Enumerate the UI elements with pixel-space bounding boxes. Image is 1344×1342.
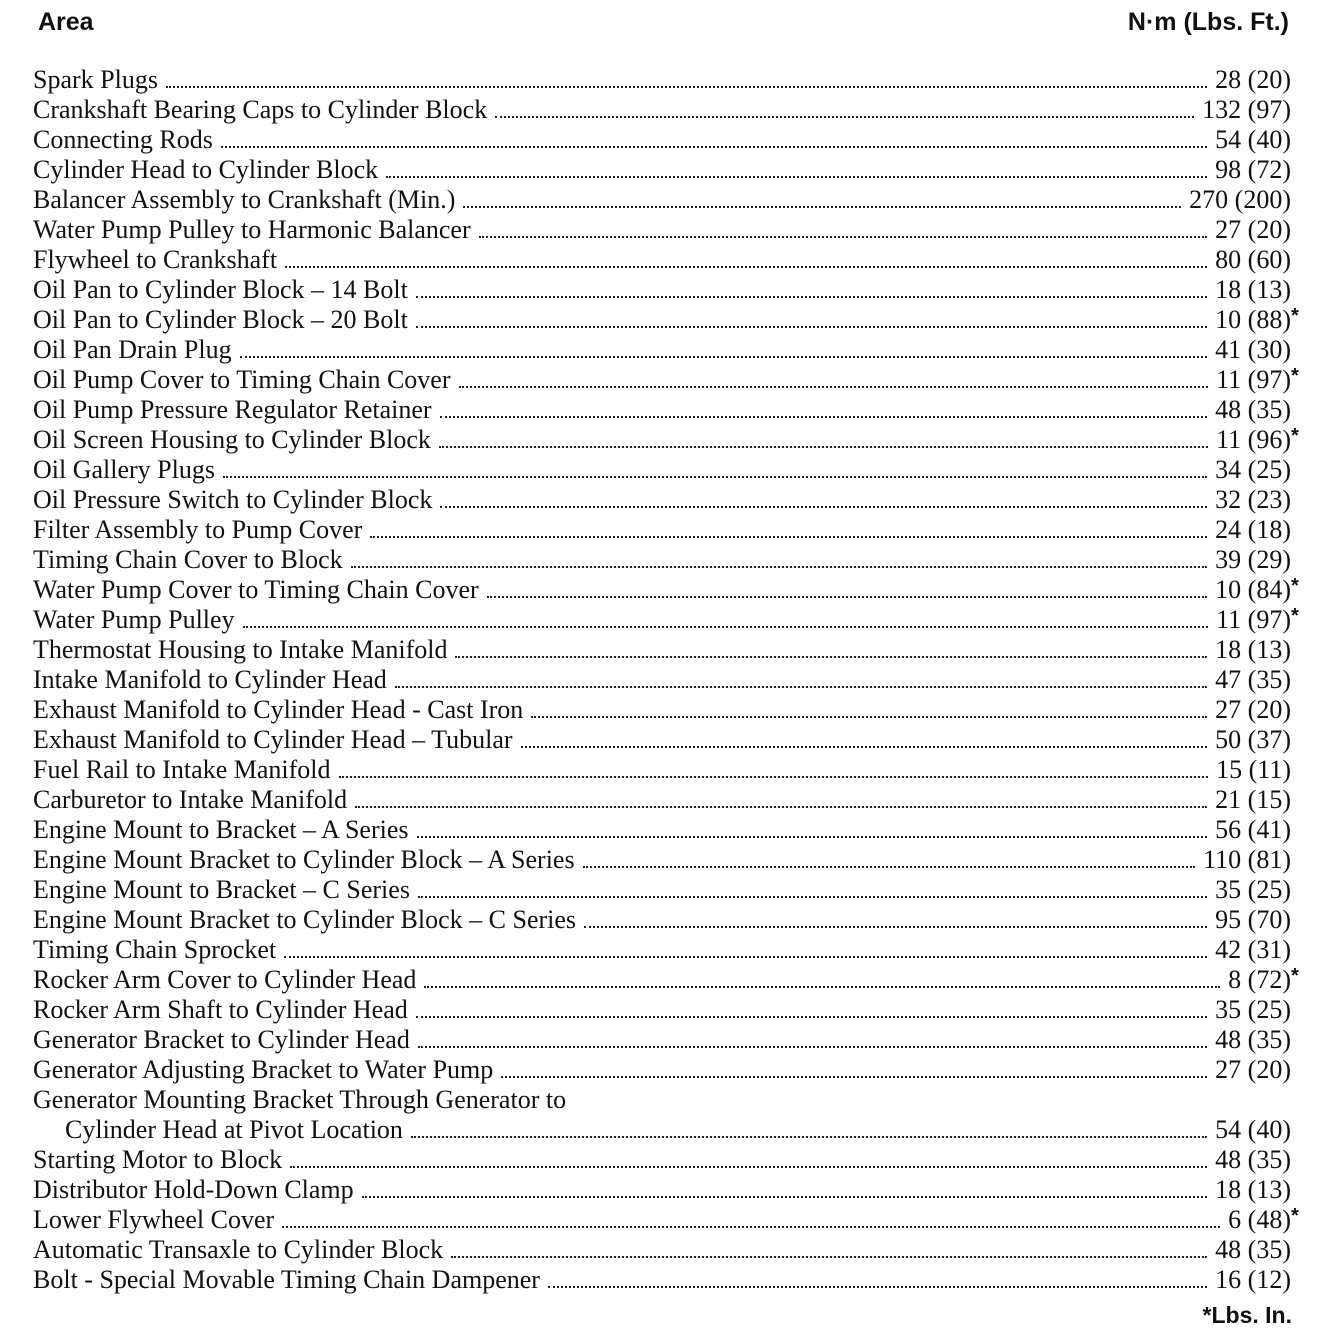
spec-label: Engine Mount to Bracket – A Series — [33, 815, 409, 844]
spec-label: Cylinder Head to Cylinder Block — [33, 155, 379, 184]
spec-label: Oil Pan Drain Plug — [33, 335, 232, 364]
dot-leader — [339, 776, 1209, 778]
spec-label: Oil Pressure Switch to Cylinder Block — [33, 485, 433, 514]
spec-label: Lower Flywheel Cover — [33, 1205, 275, 1234]
dot-leader — [531, 716, 1207, 718]
dot-leader — [411, 1136, 1207, 1138]
spec-row — [33, 545, 1291, 575]
spec-row — [33, 125, 1291, 155]
spec-label: Generator Adjusting Bracket to Water Pump — [33, 1055, 494, 1084]
dot-leader — [584, 926, 1207, 928]
torque-value: 6 (48) — [1228, 1205, 1291, 1234]
dot-leader — [440, 506, 1207, 508]
dot-leader — [355, 806, 1207, 808]
torque-value: 11 (97) — [1216, 365, 1291, 394]
spec-label: Connecting Rods — [33, 125, 213, 154]
dot-leader — [351, 566, 1208, 568]
dot-leader — [459, 386, 1209, 388]
torque-value: 27 (20) — [1215, 1055, 1291, 1084]
spec-row — [33, 665, 1291, 695]
spec-label: Bolt - Special Movable Timing Chain Dampener — [33, 1265, 540, 1294]
torque-value: 27 (20) — [1215, 215, 1291, 244]
spec-label: Oil Pump Cover to Timing Chain Cover — [33, 365, 451, 394]
dot-leader — [290, 1166, 1207, 1168]
spec-row — [33, 845, 1291, 875]
spec-row — [33, 1235, 1291, 1265]
spec-label: Oil Gallery Plugs — [33, 455, 215, 484]
torque-value: 35 (25) — [1215, 995, 1291, 1024]
spec-label: Automatic Transaxle to Cylinder Block — [33, 1235, 444, 1264]
torque-value: 48 (35) — [1215, 1145, 1291, 1174]
spec-label: Timing Chain Cover to Block — [33, 545, 343, 574]
dot-leader — [440, 416, 1208, 418]
spec-row — [33, 635, 1291, 665]
spec-label: Balancer Assembly to Crankshaft (Min.) — [33, 185, 456, 214]
spec-label: Oil Screen Housing to Cylinder Block — [33, 425, 431, 454]
area-column-heading: Area — [38, 7, 94, 36]
torque-value: 42 (31) — [1215, 935, 1291, 964]
spec-row — [33, 155, 1291, 185]
torque-value: 35 (25) — [1215, 875, 1291, 904]
lbs-in-marker: * — [1291, 1205, 1299, 1227]
torque-value: 50 (37) — [1215, 725, 1291, 754]
spec-row — [33, 875, 1291, 905]
lbs-in-marker: * — [1291, 305, 1299, 327]
torque-value: 11 (96) — [1216, 425, 1291, 454]
dot-leader — [416, 296, 1207, 298]
spec-label: Oil Pan to Cylinder Block – 20 Bolt — [33, 305, 408, 334]
dot-leader — [386, 176, 1207, 178]
spec-label: Water Pump Cover to Timing Chain Cover — [33, 575, 479, 604]
spec-row — [33, 1085, 1291, 1115]
spec-label: Oil Pan to Cylinder Block – 14 Bolt — [33, 275, 408, 304]
spec-label: Engine Mount to Bracket – C Series — [33, 875, 410, 904]
torque-value: 34 (25) — [1215, 455, 1291, 484]
dot-leader — [221, 146, 1207, 148]
spec-label: Carburetor to Intake Manifold — [33, 785, 348, 814]
torque-value: 21 (15) — [1215, 785, 1291, 814]
dot-leader — [284, 956, 1207, 958]
spec-label: Fuel Rail to Intake Manifold — [33, 755, 331, 784]
dot-leader — [285, 266, 1207, 268]
spec-label: Exhaust Manifold to Cylinder Head - Cast Iron — [33, 695, 524, 724]
dot-leader — [243, 626, 1209, 628]
spec-label: Filter Assembly to Pump Cover — [33, 515, 363, 544]
spec-row — [33, 185, 1291, 215]
spec-row — [33, 905, 1291, 935]
torque-value: 47 (35) — [1215, 665, 1291, 694]
spec-row — [33, 95, 1291, 125]
spec-label: Intake Manifold to Cylinder Head — [33, 665, 387, 694]
spec-row — [33, 365, 1299, 395]
spec-label: Engine Mount Bracket to Cylinder Block – C Series — [33, 905, 577, 934]
dot-leader — [223, 476, 1207, 478]
dot-leader — [451, 1256, 1207, 1258]
dot-leader — [495, 116, 1194, 118]
spec-label: Water Pump Pulley to Harmonic Balancer — [33, 215, 471, 244]
torque-value: 32 (23) — [1215, 485, 1291, 514]
spec-row — [33, 275, 1291, 305]
torque-value: 15 (11) — [1216, 755, 1291, 784]
spec-row — [33, 1265, 1291, 1295]
torque-value: 48 (35) — [1215, 1235, 1291, 1264]
torque-spec-list — [33, 65, 1299, 1295]
spec-row — [33, 305, 1299, 335]
spec-label: Oil Pump Pressure Regulator Retainer — [33, 395, 432, 424]
spec-row — [33, 1025, 1291, 1055]
torque-value: 8 (72) — [1228, 965, 1291, 994]
spec-row — [33, 785, 1291, 815]
spec-row — [33, 1115, 1291, 1145]
spec-row — [33, 605, 1299, 635]
spec-row — [33, 965, 1299, 995]
spec-label: Generator Mounting Bracket Through Generator to — [33, 1085, 567, 1114]
torque-value: 18 (13) — [1215, 635, 1291, 664]
lbs-in-marker: * — [1291, 965, 1299, 987]
spec-label: Flywheel to Crankshaft — [33, 245, 278, 274]
torque-value: 54 (40) — [1215, 125, 1291, 154]
spec-label: Distributor Hold-Down Clamp — [33, 1175, 354, 1204]
dot-leader — [417, 836, 1208, 838]
torque-value: 28 (20) — [1215, 65, 1291, 94]
torque-value: 41 (30) — [1215, 335, 1291, 364]
table-header — [38, 4, 1289, 40]
dot-leader — [583, 866, 1196, 868]
torque-value: 39 (29) — [1215, 545, 1291, 574]
spec-row — [33, 1205, 1299, 1235]
torque-value: 10 (88) — [1215, 305, 1291, 334]
dot-leader — [362, 1196, 1208, 1198]
spec-row — [33, 995, 1291, 1025]
dot-leader — [395, 686, 1207, 688]
torque-value: 18 (13) — [1215, 275, 1291, 304]
spec-row — [33, 65, 1291, 95]
spec-row — [33, 695, 1291, 725]
spec-row — [33, 815, 1291, 845]
spec-label: Exhaust Manifold to Cylinder Head – Tubular — [33, 725, 513, 754]
spec-row — [33, 575, 1299, 605]
torque-value: 110 (81) — [1203, 845, 1291, 874]
dot-leader — [479, 236, 1208, 238]
footnote: *Lbs. In. — [1202, 1302, 1292, 1328]
dot-leader — [487, 596, 1207, 598]
torque-value: 54 (40) — [1215, 1115, 1291, 1144]
lbs-in-marker: * — [1291, 605, 1299, 627]
torque-value: 18 (13) — [1215, 1175, 1291, 1204]
torque-value: 132 (97) — [1202, 95, 1291, 124]
torque-value: 48 (35) — [1215, 1025, 1291, 1054]
dot-leader — [521, 746, 1208, 748]
dot-leader — [463, 206, 1181, 208]
spec-row — [33, 425, 1299, 455]
torque-value: 98 (72) — [1215, 155, 1291, 184]
spec-row — [33, 1145, 1291, 1175]
spec-label: Spark Plugs — [33, 65, 158, 94]
torque-value: 95 (70) — [1215, 905, 1291, 934]
dot-leader — [501, 1076, 1207, 1078]
dot-leader — [418, 896, 1207, 898]
spec-row — [33, 935, 1291, 965]
spec-row — [33, 245, 1291, 275]
torque-value: 270 (200) — [1189, 185, 1291, 214]
spec-row — [33, 395, 1291, 425]
spec-row — [33, 485, 1291, 515]
torque-value: 11 (97) — [1216, 605, 1291, 634]
spec-label: Starting Motor to Block — [33, 1145, 283, 1174]
spec-row — [33, 515, 1291, 545]
dot-leader — [282, 1226, 1220, 1228]
dot-leader — [416, 326, 1207, 328]
spec-label: Rocker Arm Shaft to Cylinder Head — [33, 995, 408, 1024]
dot-leader — [548, 1286, 1207, 1288]
dot-leader — [418, 1046, 1207, 1048]
dot-leader — [370, 536, 1207, 538]
spec-row — [33, 725, 1291, 755]
spec-row — [33, 455, 1291, 485]
lbs-in-marker: * — [1291, 425, 1299, 447]
dot-leader — [424, 986, 1220, 988]
spec-row — [33, 1055, 1291, 1085]
lbs-in-marker: * — [1291, 575, 1299, 597]
spec-row — [33, 1175, 1291, 1205]
dot-leader — [166, 86, 1207, 88]
spec-label: Generator Bracket to Cylinder Head — [33, 1025, 410, 1054]
spec-label: Timing Chain Sprocket — [33, 935, 277, 964]
torque-value: 80 (60) — [1215, 245, 1291, 274]
dot-leader — [416, 1016, 1207, 1018]
spec-label: Rocker Arm Cover to Cylinder Head — [33, 965, 417, 994]
torque-value: 48 (35) — [1215, 395, 1291, 424]
torque-value: 16 (12) — [1215, 1265, 1291, 1294]
dot-leader — [455, 656, 1207, 658]
spec-label: Cylinder Head at Pivot Location — [65, 1115, 403, 1144]
spec-label: Water Pump Pulley — [33, 605, 235, 634]
spec-label: Engine Mount Bracket to Cylinder Block – A Series — [33, 845, 575, 874]
spec-row — [33, 335, 1291, 365]
dot-leader — [439, 446, 1208, 448]
spec-label: Thermostat Housing to Intake Manifold — [33, 635, 448, 664]
units-column-heading: N·m (Lbs. Ft.) — [1127, 7, 1289, 36]
lbs-in-marker: * — [1291, 365, 1299, 387]
spec-label: Crankshaft Bearing Caps to Cylinder Block — [33, 95, 488, 124]
torque-value: 24 (18) — [1215, 515, 1291, 544]
torque-value: 10 (84) — [1215, 575, 1291, 604]
spec-row — [33, 215, 1291, 245]
spec-row — [33, 755, 1291, 785]
torque-value: 56 (41) — [1215, 815, 1291, 844]
torque-value: 27 (20) — [1215, 695, 1291, 724]
dot-leader — [240, 356, 1208, 358]
